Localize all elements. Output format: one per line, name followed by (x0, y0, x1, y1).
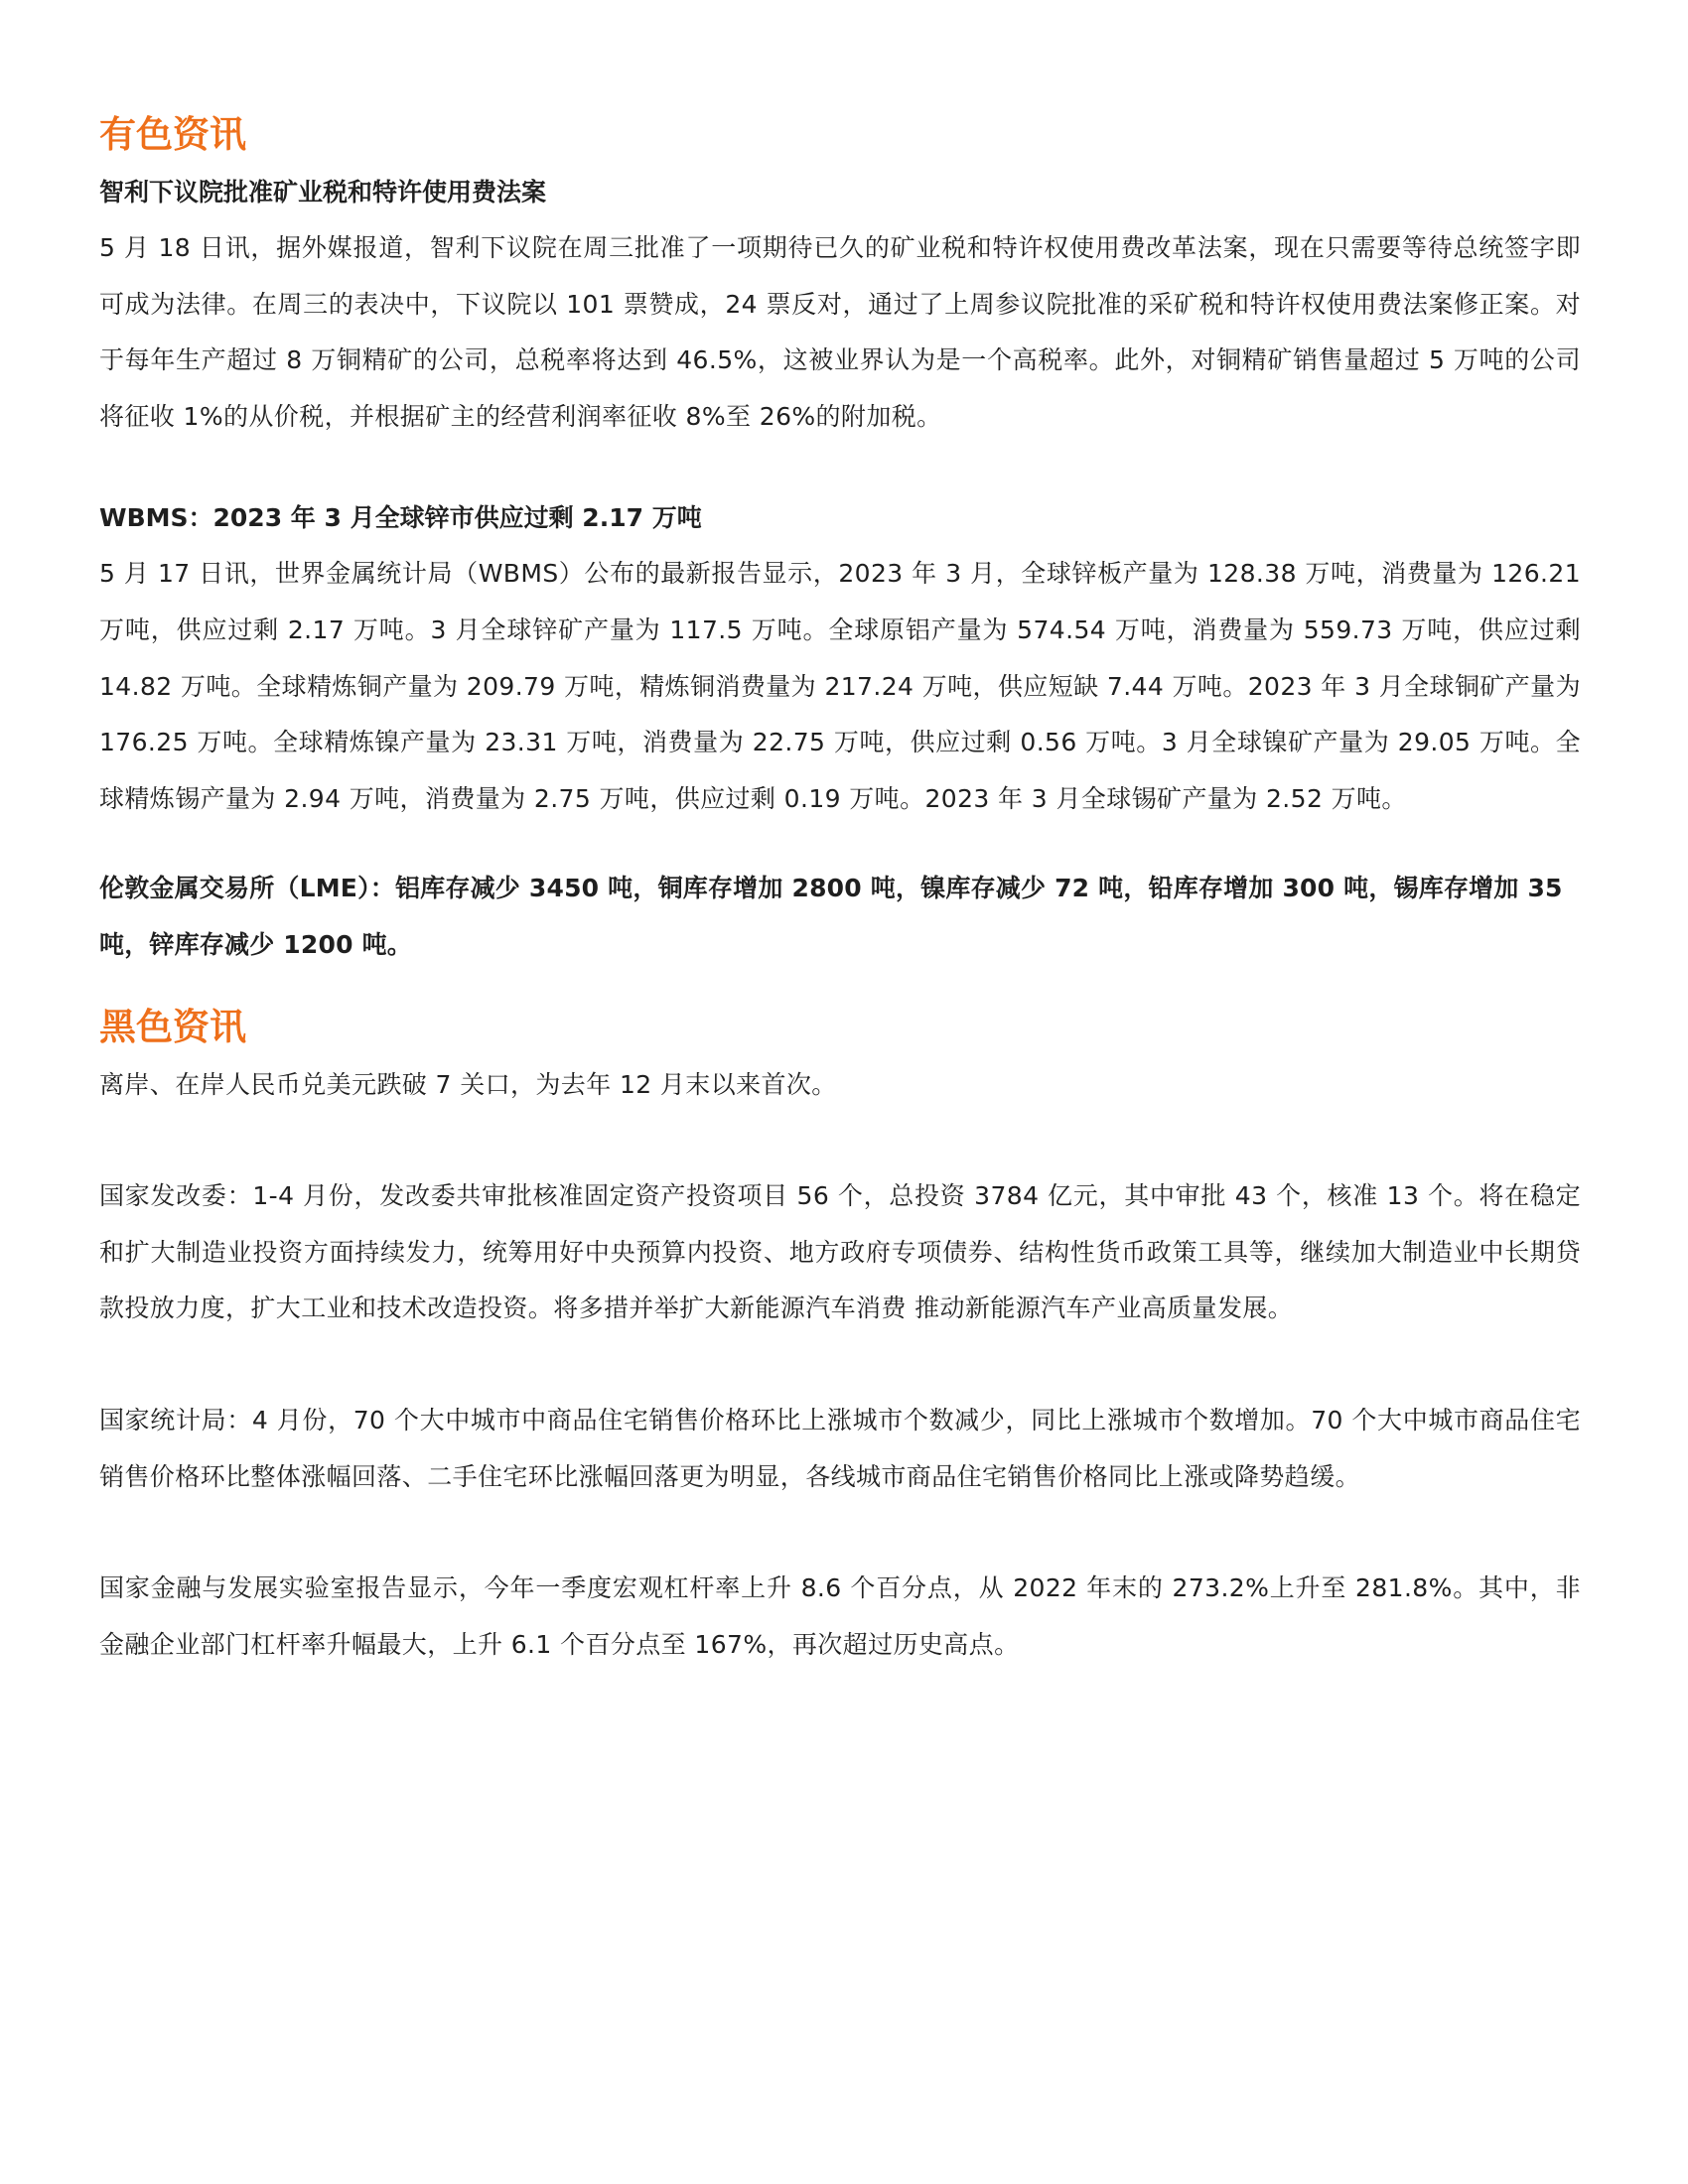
article-body-wbms-zinc: 5 月 17 日讯，世界金属统计局（WBMS）公布的最新报告显示，2023 年 3 月，全球锌板产量为 128.38 万吨，消费量为 126.21 万吨，供应过剩 2.17 万吨。3 月全球锌矿产量为 117.5 万吨。全球原铝产量为 574.54 万吨，消费量为 559.73 万吨，供应过剩 14.82 万吨。全球精炼铜产量为 209.79 万吨，精炼铜消费量为 217.24 万吨，供应短缺 7.44 万吨。2023 年 3 月全球铜矿产量为 176.25 万吨。全球精炼镍产量为 23.31 万吨，消费量为 22.75 万吨，供应过剩 0.56 万吨。3 月全球镍矿产量为 29.05 万吨。全球精炼锡产量为 2.94 万吨，消费量为 2.75 万吨，供应过剩 0.19 万吨。2023 年 3 月全球锡矿产量为 2.52 万吨。 (99, 559, 1581, 813)
ferrous-item-leverage: 国家金融与发展实验室报告显示，今年一季度宏观杠杆率上升 8.6 个百分点，从 2022 年末的 273.2%上升至 281.8%。其中，非金融企业部门杠杆率升幅最大，上升 6.1 个百分点至 167%，再次超过历史高点。 (99, 1573, 1581, 1659)
article-body-chile-mining-tax: 5 月 18 日讯，据外媒报道，智利下议院在周三批准了一项期待已久的矿业税和特许权使用费改革法案，现在只需要等待总统签字即可成为法律。在周三的表决中，下议院以 101 票赞成，24 票反对，通过了上周参议院批准的采矿税和特许权使用费法案修正案。对于每年生产超过 8 万铜精矿的公司，总税率将达到 46.5%，这被业界认为是一个高税率。此外，对铜精矿销售量超过 5 万吨的公司将征收 1%的从价税，并根据矿主的经营利润率征收 8%至 26%的附加税。 (99, 233, 1581, 431)
section-title-nonferrous: 有色资讯 (99, 113, 246, 156)
article-title-wbms-zinc: WBMS：2023 年 3 月全球锌市供应过剩 2.17 万吨 (99, 503, 702, 533)
ferrous-item-ndrc: 国家发改委：1-4 月份，发改委共审批核准固定资产投资项目 56 个，总投资 3784 亿元，其中审批 43 个，核准 13 个。将在稳定和扩大制造业投资方面持续发力，统筹用好中央预算内投资、地方政府专项债券、结构性货币政策工具等，继续加大制造业中长期贷款投放力度，扩大工业和技术改造投资。将多措并举扩大新能源汽车消费 推动新能源汽车产业高质量发展。 (99, 1181, 1581, 1323)
ferrous-item-nbs-housing: 国家统计局：4 月份，70 个大中城市中商品住宅销售价格环比上涨城市个数减少，同比上涨城市个数增加。70 个大中城市商品住宅销售价格环比整体涨幅回落、二手住宅环比涨幅回落更为明显，各线城市商品住宅销售价格同比上涨或降势趋缓。 (99, 1405, 1581, 1491)
article-title-chile-mining-tax: 智利下议院批准矿业税和特许使用费法案 (99, 178, 547, 206)
lme-inventory-summary: 伦敦金属交易所（LME）：铝库存减少 3450 吨，铜库存增加 2800 吨，镍库存减少 72 吨，铅库存增加 300 吨，锡库存增加 35 吨，锌库存减少 1200 吨。 (99, 874, 1563, 959)
section-title-ferrous: 黑色资讯 (99, 1005, 246, 1048)
document-page (99, 105, 1581, 1673)
ferrous-item-rmb: 离岸、在岸人民币兑美元跌破 7 关口，为去年 12 月末以来首次。 (99, 1069, 837, 1099)
